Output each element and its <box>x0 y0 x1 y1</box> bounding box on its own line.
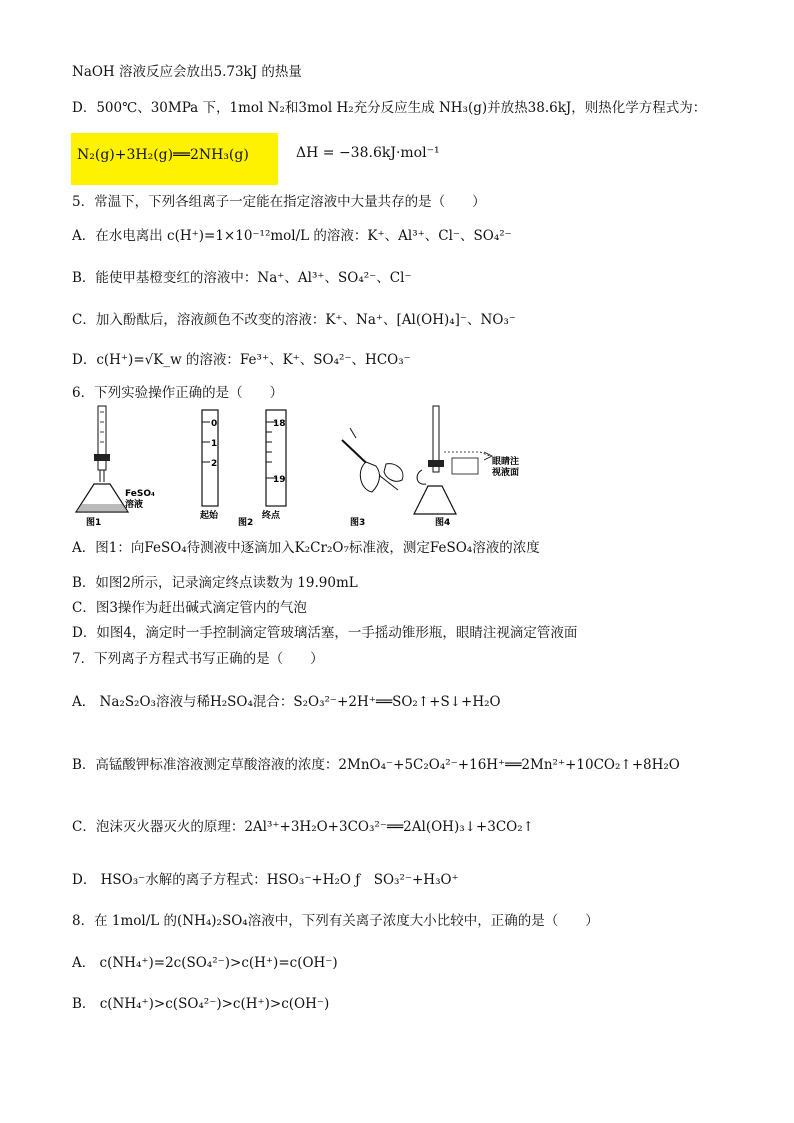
option-7b: B．高锰酸钾标准溶液测定草酸溶液的浓度：2MnO₄⁻+5C₂O₄²⁻+16H⁺══2Mn²⁺+10CO₂↑+8H₂O <box>72 757 680 773</box>
option-7a: A． Na₂S₂O₃溶液与稀H₂SO₄混合：S₂O₃²⁻+2H⁺══SO₂↑+S↓+H₂O <box>72 694 501 710</box>
fig2-tick: 18 <box>273 419 286 429</box>
text-line: D．500℃、30MPa 下，1mol N₂和3mol H₂充分反应生成 NH₃(g)并放热38.6kJ，则热化学方程式为： <box>72 100 707 116</box>
fig2-tick: 19 <box>273 475 286 485</box>
option-5d: D．c(H⁺)=√K_w 的溶液：Fe³⁺、K⁺、SO₄²⁻、HCO₃⁻ <box>72 352 411 368</box>
option-6c: C．图3操作为赶出碱式滴定管内的气泡 <box>72 600 307 616</box>
option-6b: B．如图2所示，记录滴定终点读数为 19.90mL <box>72 575 358 591</box>
question-8: 8．在 1mol/L 的(NH₄)₂SO₄溶液中，下列有关离子浓度大小比较中，正确的是（ ） <box>72 913 599 929</box>
option-6a: A．图1：向FeSO₄待测液中逐滴加入K₂Cr₂O₇标准液，测定FeSO₄溶液的浓度 <box>72 540 540 556</box>
option-5a: A．在水电离出 c(H⁺)=1×10⁻¹²mol/L 的溶液：K⁺、Al³⁺、Cl⁻、SO₄²⁻ <box>72 228 512 244</box>
fig2-end-label: 终点 <box>262 511 281 521</box>
fig2-start-label: 起始 <box>200 511 219 521</box>
text-line: NaOH 溶液反应会放出5.73kJ 的热量 <box>72 64 302 80</box>
fig4-note: 眼睛注 <box>492 457 520 467</box>
fig4-label: 图4 <box>435 518 451 528</box>
figure-2 <box>200 410 286 528</box>
question-7: 7．下列离子方程式书写正确的是（ ） <box>72 651 324 667</box>
fig1-text: 溶液 <box>125 500 144 510</box>
option-7c: C．泡沫灭火器灭火的原理：2Al³⁺+3H₂O+3CO₃²⁻══2Al(OH)₃↓+3CO₂↑ <box>72 819 534 835</box>
figure-4 <box>414 406 519 528</box>
option-8a: A． c(NH₄⁺)=2c(SO₄²⁻)>c(H⁺)=c(OH⁻) <box>72 955 338 971</box>
fig2-label: 图2 <box>238 518 254 528</box>
fig1-text: FeSO₄ <box>125 489 155 499</box>
fig4-note: 视液面 <box>492 468 520 478</box>
equation-enthalpy: ΔH = −38.6kJ·mol⁻¹ <box>296 145 440 161</box>
option-5b: B．能使甲基橙变红的溶液中：Na⁺、Al³⁺、SO₄²⁻、Cl⁻ <box>72 270 412 286</box>
highlighted-equation <box>71 133 278 185</box>
question-5: 5．常温下，下列各组离子一定能在指定溶液中大量共存的是（ ） <box>72 194 486 210</box>
fig3-label: 图3 <box>350 518 366 528</box>
figure-3 <box>342 428 403 528</box>
option-7d: D． HSO₃⁻水解的离子方程式：HSO₃⁻+H₂O ƒ SO₃²⁻+H₃O⁺ <box>72 872 459 888</box>
fig2-tick: 0 <box>211 419 218 429</box>
option-8b: B． c(NH₄⁺)>c(SO₄²⁻)>c(H⁺)>c(OH⁻) <box>72 996 330 1012</box>
fig2-tick: 1 <box>211 439 218 449</box>
figure-1 <box>76 406 155 528</box>
option-5c: C．加入酚酞后，溶液颜色不改变的溶液：K⁺、Na⁺、[Al(OH)₄]⁻、NO₃⁻ <box>72 312 516 328</box>
experiment-figures <box>80 404 520 532</box>
question-6: 6．下列实验操作正确的是（ ） <box>72 385 284 401</box>
fig2-tick: 2 <box>211 459 218 469</box>
fig1-label: 图1 <box>86 518 102 528</box>
equation-left: N₂(g)+3H₂(g)══2NH₃(g) <box>77 147 249 163</box>
option-6d: D．如图4，滴定时一手控制滴定管玻璃活塞，一手摇动锥形瓶，眼睛注视滴定管液面 <box>72 625 578 641</box>
